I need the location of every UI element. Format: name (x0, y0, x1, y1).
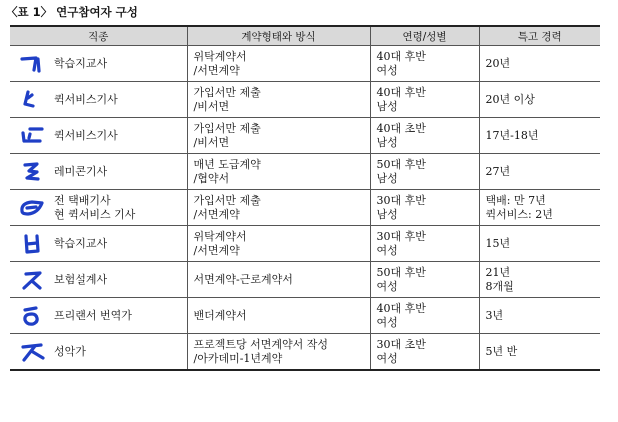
occupation-cell (10, 118, 187, 154)
age-gender-cell (370, 226, 479, 262)
table-row (10, 190, 600, 226)
contract-line: 가입서만 제출 (193, 85, 261, 99)
handwritten-marker-icon (16, 302, 50, 330)
career-line: 15년 (485, 236, 511, 250)
age-gender-cell (370, 82, 479, 118)
age-gender-cell (370, 262, 479, 298)
career-cell (479, 82, 600, 118)
header-contract: 계약형태와 방식 (187, 26, 370, 46)
handwritten-marker-icon (16, 50, 50, 78)
gender-line: 여성 (376, 63, 398, 77)
career-line: 20년 (485, 56, 511, 70)
age-line: 40대 후반 (376, 85, 426, 99)
occupation-cell (10, 46, 187, 82)
contract-cell (187, 154, 370, 190)
occupation-line: 성악가 (54, 344, 86, 358)
gender-line: 여성 (376, 243, 398, 257)
age-line: 40대 후반 (376, 301, 426, 315)
age-line: 30대 초반 (376, 337, 426, 351)
contract-line: 가입서만 제출 (193, 121, 261, 135)
handwritten-marker-icon (16, 158, 50, 186)
occupation-line: 레미콘기사 (54, 164, 108, 178)
header-career: 특고 경력 (479, 26, 600, 46)
handwritten-marker-icon (16, 338, 50, 366)
age-line: 30대 후반 (376, 229, 426, 243)
contract-line: 밴더계약서 (193, 308, 247, 322)
career-line: 27년 (485, 164, 511, 178)
handwritten-marker-icon (16, 266, 50, 294)
gender-line: 남성 (376, 171, 398, 185)
contract-line: /서면계약 (193, 63, 240, 77)
contract-cell (187, 262, 370, 298)
career-line: 5년 반 (485, 344, 518, 358)
contract-line: 프로젝트당 서면계약서 작성 (193, 337, 329, 351)
occupation-line: 퀵서비스기사 (54, 92, 118, 106)
career-line: 퀵서비스: 2년 (485, 207, 553, 221)
age-line: 40대 후반 (376, 49, 426, 63)
handwritten-marker-icon (16, 230, 50, 258)
career-line: 21년 (485, 265, 511, 279)
handwritten-marker-icon (16, 122, 50, 150)
header-row (10, 26, 600, 46)
age-line: 50대 후반 (376, 157, 426, 171)
age-line: 40대 초반 (376, 121, 426, 135)
career-cell (479, 262, 600, 298)
table-row (10, 82, 600, 118)
contract-cell (187, 298, 370, 334)
contract-cell (187, 334, 370, 371)
occupation-cell (10, 190, 187, 226)
handwritten-marker-icon (16, 86, 50, 114)
table-row (10, 298, 600, 334)
occupation-line: 현 퀵서비스 기사 (54, 207, 136, 221)
occupation-cell (10, 154, 187, 190)
table-row (10, 118, 600, 154)
contract-cell (187, 226, 370, 262)
career-line: 8개월 (485, 279, 514, 293)
occupation-cell (10, 262, 187, 298)
contract-line: /협약서 (193, 171, 230, 185)
header-occupation: 직종 (10, 26, 187, 46)
occupation-cell (10, 82, 187, 118)
occupation-cell (10, 298, 187, 334)
contract-line: 서면계약-근로계약서 (193, 272, 293, 286)
age-gender-cell (370, 190, 479, 226)
age-gender-cell (370, 118, 479, 154)
age-gender-cell (370, 154, 479, 190)
career-line: 3년 (485, 308, 504, 322)
gender-line: 남성 (376, 99, 398, 113)
age-line: 50대 후반 (376, 265, 426, 279)
contract-line: /비서면 (193, 99, 230, 113)
contract-cell (187, 190, 370, 226)
table-row (10, 154, 600, 190)
age-line: 30대 후반 (376, 193, 426, 207)
occupation-line: 보험설계사 (54, 272, 108, 286)
table-row (10, 46, 600, 82)
table-row (10, 262, 600, 298)
age-gender-cell (370, 334, 479, 371)
occupation-cell (10, 334, 187, 371)
contract-line: 매년 도급계약 (193, 157, 261, 171)
gender-line: 여성 (376, 351, 398, 365)
age-gender-cell (370, 298, 479, 334)
occupation-line: 학습지교사 (54, 236, 108, 250)
contract-cell (187, 118, 370, 154)
career-cell (479, 118, 600, 154)
career-cell (479, 226, 600, 262)
career-cell (479, 298, 600, 334)
contract-line: 가입서만 제출 (193, 193, 261, 207)
career-line: 20년 이상 (485, 92, 535, 106)
occupation-line: 전 택배기사 (54, 193, 111, 207)
contract-line: /서면계약 (193, 207, 240, 221)
table-row (10, 334, 600, 371)
contract-line: 위탁계약서 (193, 49, 247, 63)
table-row (10, 226, 600, 262)
career-cell (479, 46, 600, 82)
career-line: 17년-18년 (485, 128, 539, 142)
career-cell (479, 154, 600, 190)
occupation-line: 퀵서비스기사 (54, 128, 118, 142)
handwritten-marker-icon (16, 194, 50, 222)
career-line: 택배: 만 7년 (485, 193, 546, 207)
gender-line: 여성 (376, 315, 398, 329)
contract-line: /비서면 (193, 135, 230, 149)
contract-cell (187, 82, 370, 118)
contract-line: /서면계약 (193, 243, 240, 257)
table-caption: 〈표 1〉 연구참여자 구성 (6, 5, 138, 19)
career-cell (479, 190, 600, 226)
career-cell (479, 334, 600, 371)
occupation-line: 학습지교사 (54, 56, 108, 70)
gender-line: 여성 (376, 279, 398, 293)
gender-line: 남성 (376, 135, 398, 149)
occupation-line: 프리랜서 번역가 (54, 308, 132, 322)
age-gender-cell (370, 46, 479, 82)
contract-cell (187, 46, 370, 82)
gender-line: 남성 (376, 207, 398, 221)
contract-line: /아카데미-1년계약 (193, 351, 283, 365)
participants-table (10, 25, 600, 371)
contract-line: 위탁계약서 (193, 229, 247, 243)
occupation-cell (10, 226, 187, 262)
header-age-gender: 연령/성별 (370, 26, 479, 46)
